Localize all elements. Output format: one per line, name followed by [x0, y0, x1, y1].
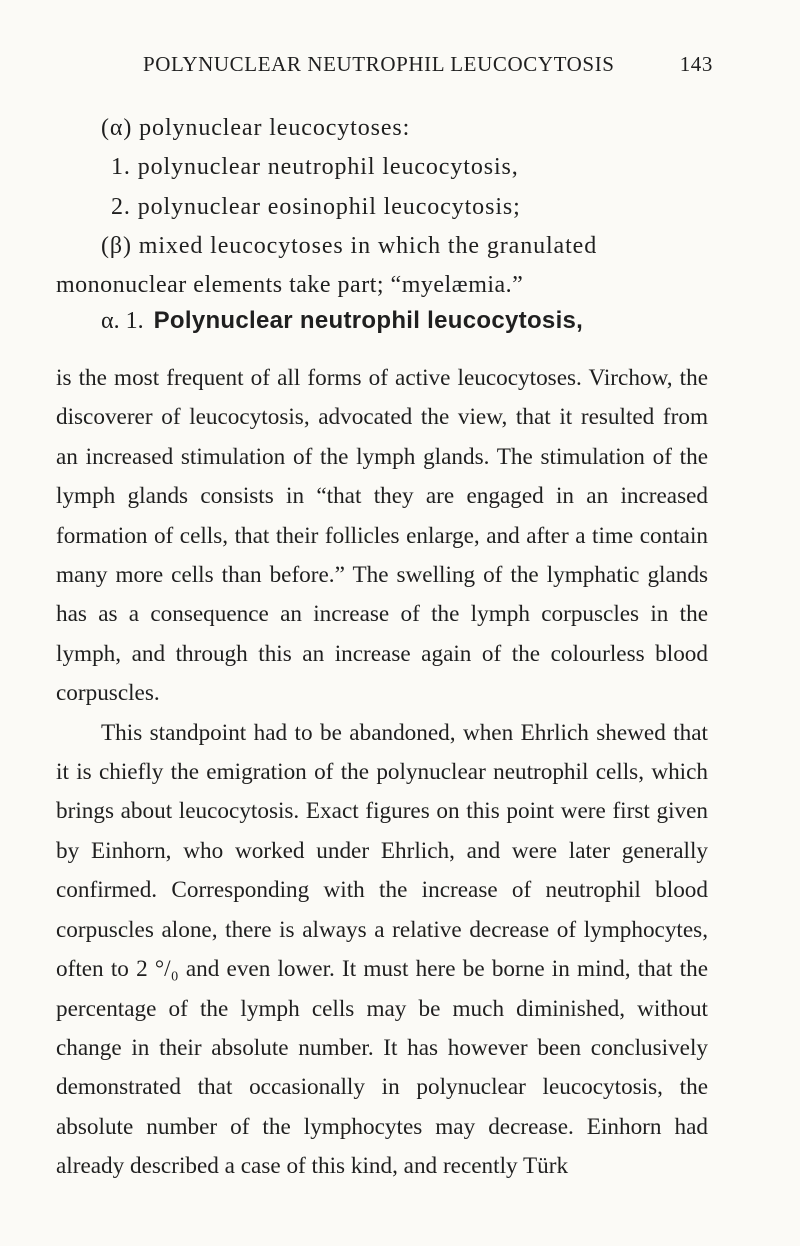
classification-item-2: 2. polynuclear eosinophil leucocytosis; [111, 194, 521, 220]
classification-beta-line-2: mononuclear elements take part; “myelæmia.” [56, 272, 524, 298]
section-title: Polynuclear neutrophil leucocytosis, [153, 307, 584, 334]
paragraph: This standpoint had to be abandoned, when Ehrlich shewed that it is chiefly the emigration of the polynuclear neutrophil cells, which brings about leucocytosis. Exact figures on this point were first given by Einhorn, who worked under Ehrlich, and were later generally confirmed. Corresponding with the increase of neutrophil blood corpuscles alone, there is always a relative decrease of lymphocytes, often to 2 °/₀ and even lower. It must here be borne in mind, that the percentage of the lymph cells may be much diminished, without change in their absolute number. It has however been conclusively demonstrated that occasionally in polynuclear leucocytosis, the absolute number of the lymphocytes may decrease. Einhorn had already described a case of this kind, and recently Türk [56, 719, 708, 1180]
classification-beta-line-1: (β) mixed leucocytoses in which the granulated [101, 233, 598, 259]
page-number: 143 [679, 52, 713, 76]
classification-item-1: 1. polynuclear neutrophil leucocytosis, [111, 154, 519, 180]
running-title: POLYNUCLEAR NEUTROPHIL LEUCOCYTOSIS [143, 52, 615, 76]
section-heading [101, 307, 583, 335]
body-text [56, 359, 708, 1187]
classification-alpha: (α) polynuclear leucocytoses: [101, 115, 411, 141]
section-label: α. 1. [101, 308, 144, 334]
paragraph: is the most frequent of all forms of active leucocytoses. Virchow, the discoverer of leucocytosis, advocated the view, that it resulted from an increased stimulation of the lymph glands. The stimulation of the lymph glands consists in “that they are engaged in an increased formation of cells, that their follicles enlarge, and after a time contain many more cells than before.” The swelling of the lymphatic glands has as a consequence an increase of the lymph corpuscles in the lymph, and through this an increase again of the colourless blood corpuscles. [56, 365, 708, 707]
